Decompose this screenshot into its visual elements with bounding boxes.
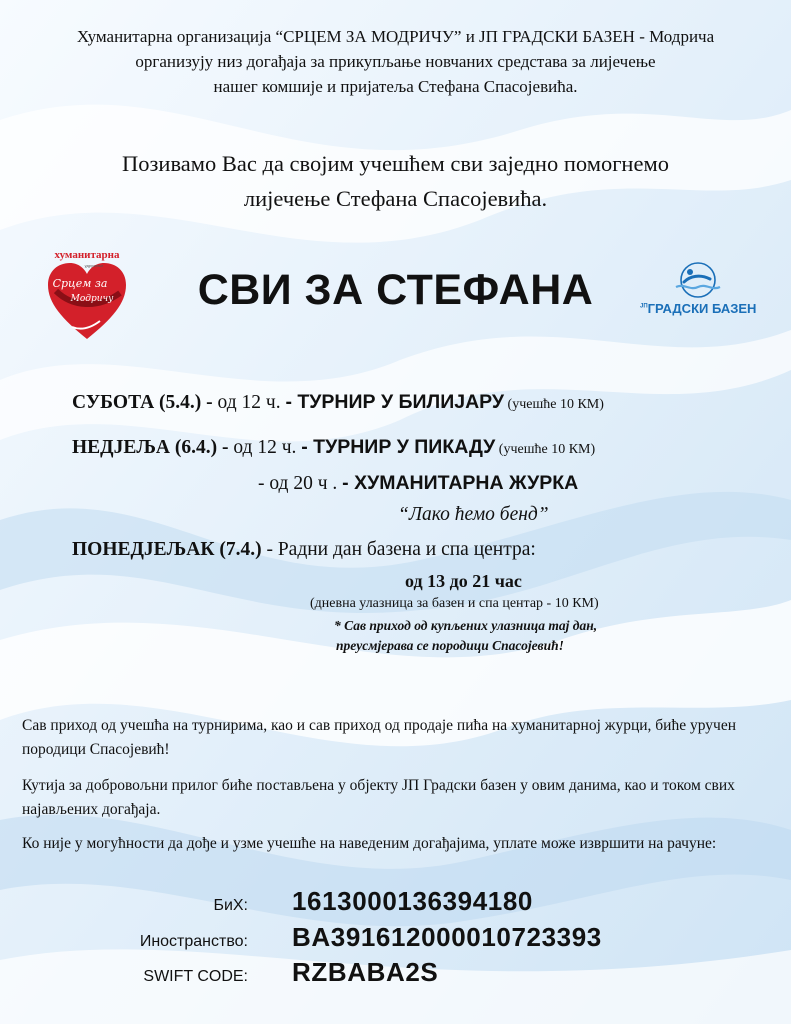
pool-logo-prefix: ЈП [640,303,648,310]
event-time: од 12 ч. [228,437,302,458]
paragraph-proceeds: Сав приход од учешћа на турнирима, као и сав приход од продаје пића на хуманитарној журци, биће уручен породици Спасојевић! [22,717,736,758]
account-number-bih: 1613000136394180 [292,886,533,916]
account-label-foreign: Иностранство: [139,933,248,950]
intro-text [0,24,791,99]
proceeds-note [334,616,597,656]
event-time: од 12 ч. [212,392,286,413]
swift-code: RZBABA2S [292,957,439,987]
intro-line: организују низ догађаја за прикупљање новчаних средстава за лијечење [135,52,656,71]
event-day: ПОНЕДЈЕЉАК (7.4.) [72,539,262,560]
proceeds-note-line: * Сав приход од купљених улазница тај дан, [334,618,598,633]
paragraph-donation-box: Кутија за добровољни прилог биће постављена у објекту ЈП Градски базен у овим данима, као и током свих најављених догађаја. [22,777,735,818]
event-sunday-darts [72,436,595,459]
event-fee: (учешће 10 КМ) [495,442,596,457]
logo-small-text: удружење [84,263,104,268]
band-name: “Лако ћемо бенд” [398,504,549,525]
event-fee: (учешће 10 КМ) [504,397,604,412]
event-monday [72,539,536,561]
paragraph-payment: Ко није у могућности да дође и узме учешће на наведеним догађајима, уплате може извршити на рачуне: [22,835,717,852]
account-label-bih: БиХ: [213,897,248,914]
invite-line: Позивамо Вас да својим учешћем сви заједно помогнемо [122,151,669,176]
account-number-foreign: BA391612000010723393 [292,922,602,952]
page-title: СВИ ЗА СТЕФАНА [197,266,594,314]
monday-ticket-price: (дневна улазница за базен и спа центар - 10 КМ) [310,596,599,611]
logo-script-2: Модричу [70,294,114,304]
pool-logo [640,260,756,324]
swimmer-icon [668,260,728,300]
intro-line: Хуманитарна организација “СРЦЕМ ЗА МОДРИЧУ” и ЈП ГРАДСКИ БАЗЕН - Модрича [76,27,715,46]
event-name: - ТУРНИР У БИЛИЈАРУ [285,391,505,413]
account-label-swift: SWIFT CODE: [143,968,248,985]
pool-logo-text [640,301,756,316]
event-name: - ТУРНИР У ПИКАДУ [301,436,496,458]
event-time: - од 20 ч . [258,473,343,494]
event-day: НЕДЈЕЉА (6.4.) - [72,437,229,458]
pool-logo-name: ГРАДСКИ БАЗЕН [647,301,757,316]
event-text: - Радни дан базена и спа центра: [261,539,536,560]
event-day: СУБОТА (5.4.) - [72,392,213,413]
proceeds-note-line: преусмјерава се породици Спасојевић! [336,638,564,653]
event-saturday [72,391,604,414]
intro-line: нашег комшије и пријатеља Стефана Спасојевића. [213,77,578,96]
logo-top-text: хуманитарна [54,249,120,261]
event-name: - ХУМАНИТАРНА ЖУРКА [342,472,579,494]
invitation-text [0,146,791,216]
invite-line: лијечење Стефана Спасојевића. [243,186,548,211]
event-sunday-party [258,472,578,495]
monday-hours: од 13 до 21 час [405,571,522,591]
logo-script-1: Срцем за [52,277,108,290]
